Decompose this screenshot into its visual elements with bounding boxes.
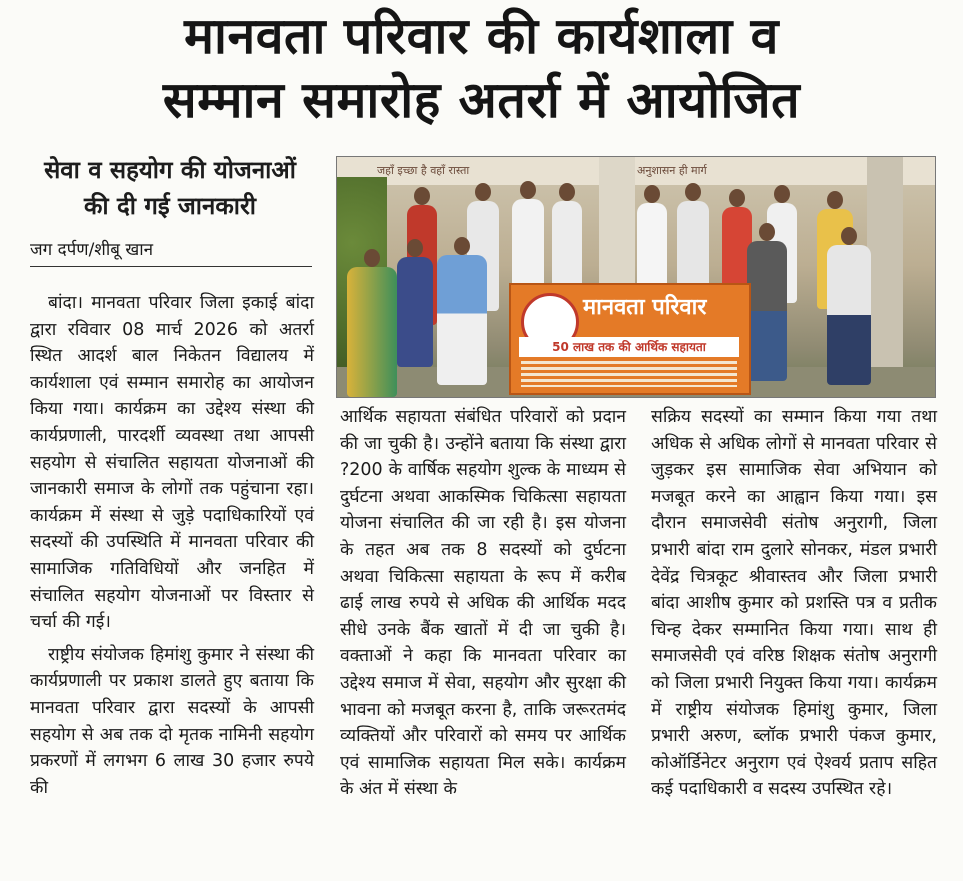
photo-wall-text-right: अनुशासन ही मार्ग <box>637 164 707 177</box>
photo-person <box>747 241 787 381</box>
subheadline <box>20 152 320 224</box>
photo-person-head <box>407 239 423 257</box>
photo-person-head <box>774 185 790 203</box>
photo-person-head <box>414 187 430 205</box>
photo-person-head <box>685 183 701 201</box>
photo-person-head <box>520 181 536 199</box>
subheadline-line-2: की दी गई जानकारी <box>84 192 256 220</box>
photo-person <box>437 255 487 385</box>
article-column-3 <box>651 404 937 803</box>
photo-person-head <box>454 237 470 255</box>
article-paragraph: राष्ट्रीय संयोजक हिमांशु कुमार ने संस्था की कार्यप्रणाली पर प्रकाश डालते हुए बताया कि मानवता परिवार द्वारा सदस्यों के आपसी सहयोग से अब तक दो मृतक नामिनी सहयोग प्रकरणों में लगभग 6 लाख 30 हजार रुपये की <box>30 644 314 798</box>
article-column-2 <box>340 404 626 803</box>
photo-pillar <box>867 157 903 397</box>
photo-person <box>347 267 397 397</box>
photo-wall-text-left: जहाँ इच्छा है वहाँ रास्ता <box>377 164 470 177</box>
photo-banner <box>509 283 751 395</box>
photo-person <box>827 245 871 385</box>
subheadline-line-1: सेवा व सहयोग की योजनाओं <box>44 156 296 184</box>
banner-strip: 50 लाख तक की आर्थिक सहायता <box>519 337 739 357</box>
photo-person-head <box>364 249 380 267</box>
photo-person-head <box>729 189 745 207</box>
headline-line-1: मानवता परिवार की कार्यशाला व <box>184 7 779 65</box>
photo-person-head <box>841 227 857 245</box>
headline <box>0 4 963 132</box>
photo-person-head <box>759 223 775 241</box>
article-paragraph: सक्रिय सदस्यों का सम्मान किया गया तथा अधिक से अधिक लोगों से मानवता परिवार से जुड़कर इस सामाजिक सेवा अभियान को मजबूत करने का आह्वान किया गया। इस दौरान समाजसेवी संतोष अनुरागी, जिला प्रभारी बांदा राम दुलारे सोनकर, मंडल प्रभारी देवेंद्र चित्रकूट श्रीवास्तव और जिला प्रभारी बांदा आशीष कुमार को प्रशस्ति पत्र व प्रतीक चिन्ह देकर सम्मानित किया गया। साथ ही समाजसेवी एवं वरिष्ठ शिक्षक संतोष अनुरागी को जिला प्रभारी नियुक्त किया गया। कार्यक्रम में राष्ट्रीय संयोजक हिमांशु कुमार, जिला प्रभारी अरुण, ब्लॉक प्रभारी पंकज कुमार, कोऑर्डिनेटर अनुराग एवं ऐश्वर्य प्रताप सहित कई पदाधिकारी व सदस्य उपस्थित रहे। <box>651 407 937 800</box>
group-photo <box>336 156 936 398</box>
article-paragraph: बांदा। मानवता परिवार जिला इकाई बांदा द्वारा रविवार 08 मार्च 2026 को अतर्रा स्थित आदर्श बाल निकेतन विद्यालय में कार्यशाला एवं सम्मान समारोह का आयोजन किया गया। कार्यक्रम का उद्देश्य संस्था की कार्यप्रणाली, पारदर्शी व्यवस्था तथा आपसी सहयोग से संचालित सहायता योजनाओं की जानकारी समाज के लोगों तक पहुंचाना रहा। कार्यक्रम में संस्था से जुड़े पदाधिकारियों एवं सदस्यों की उपस्थिति में मानवता परिवार की सामाजिक गतिविधियों और जनहित में संचालित सहयोग योजनाओं पर विस्तार से चर्चा की गई। <box>30 293 314 633</box>
banner-text-lines <box>521 361 737 387</box>
banner-title: मानवता परिवार <box>583 295 707 320</box>
photo-person-head <box>475 183 491 201</box>
byline: जग दर्पण/शीबू खान <box>30 236 312 267</box>
photo-person <box>397 257 433 367</box>
photo-person-head <box>559 183 575 201</box>
headline-line-2: सम्मान समारोह अतर्रा में आयोजित <box>162 71 801 129</box>
article-column-1 <box>30 290 314 801</box>
article-paragraph: आर्थिक सहायता संबंधित परिवारों को प्रदान की जा चुकी है। उन्होंने बताया कि संस्था द्वारा ?200 के वार्षिक सहयोग शुल्क के माध्यम से दुर्घटना अथवा आकस्मिक चिकित्सा सहायता योजना संचालित की जा रही है। इस योजना के तहत अब तक 8 सदस्यों को दुर्घटना अथवा चिकित्सा सहायता के रूप में करीब ढाई लाख रुपये से अधिक की आर्थिक मदद सीधे उनके बैंक खातों में दी जा चुकी है। वक्ताओं ने कहा कि मानवता परिवार का उद्देश्य समाज में सेवा, सहयोग और सुरक्षा की भावना को मजबूत करना है, ताकि जरूरतमंद व्यक्तियों और परिवारों को समय पर आर्थिक एवं सामाजिक सहायता मिल सके। कार्यक्रम के अंत में संस्था के <box>340 407 626 800</box>
photo-person-head <box>644 185 660 203</box>
photo-person-head <box>827 191 843 209</box>
